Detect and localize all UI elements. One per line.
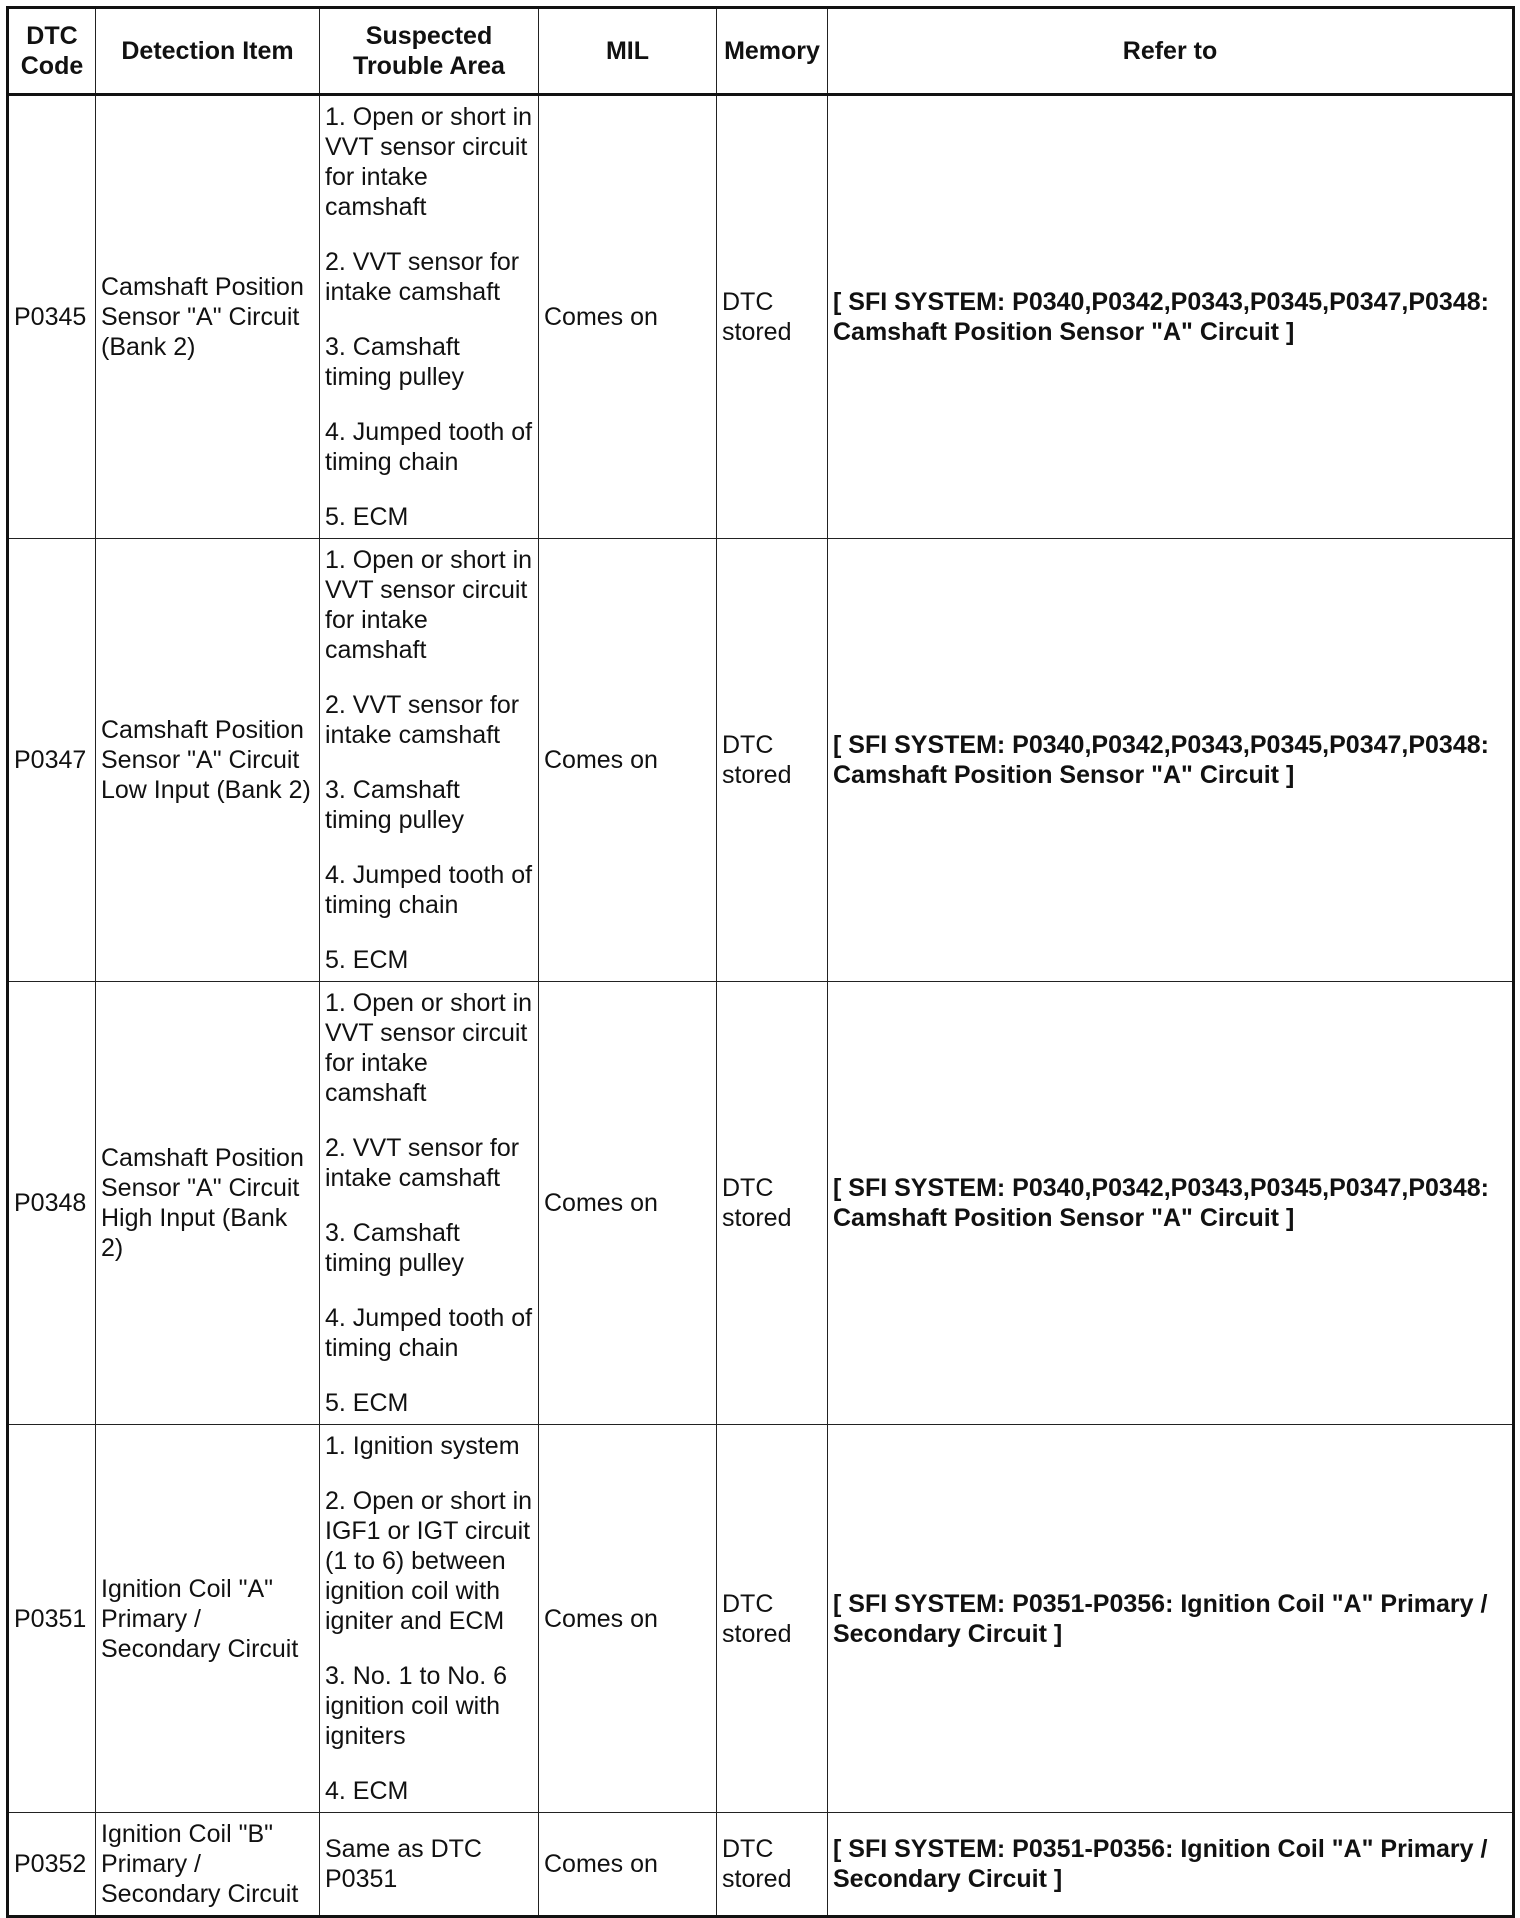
trouble-item: 4. ECM (325, 1777, 409, 1805)
table-row (8, 539, 1514, 982)
memory-cell: DTC stored (717, 982, 828, 1425)
trouble-item: 1. Open or short in VVT sensor circuit for intake camshaft (325, 989, 533, 1107)
memory-cell: DTC stored (717, 1425, 828, 1813)
trouble-list (325, 1431, 533, 1806)
mil-cell: Comes on (539, 95, 717, 539)
trouble-item: 3. Camshaft timing pulley (325, 1219, 464, 1277)
header-dtc-code: DTC Code (8, 8, 96, 95)
detection-item-cell: Camshaft Position Sensor "A" Circuit Low Input (Bank 2) (96, 539, 320, 982)
trouble-item: 3. No. 1 to No. 6 ignition coil with igniters (325, 1662, 508, 1750)
trouble-area-cell (320, 95, 539, 539)
mil-cell: Comes on (539, 982, 717, 1425)
trouble-list (325, 102, 533, 532)
trouble-list (325, 1834, 533, 1894)
header-detection-item: Detection Item (96, 8, 320, 95)
trouble-item: 3. Camshaft timing pulley (325, 776, 464, 834)
trouble-item: Same as DTC P0351 (325, 1835, 482, 1893)
trouble-item: 4. Jumped tooth of timing chain (325, 861, 533, 919)
header-mil: MIL (539, 8, 717, 95)
table-row (8, 982, 1514, 1425)
mil-cell: Comes on (539, 539, 717, 982)
table-row (8, 95, 1514, 539)
trouble-item: 4. Jumped tooth of timing chain (325, 1304, 533, 1362)
header-refer-to: Refer to (828, 8, 1514, 95)
trouble-item: 5. ECM (325, 503, 409, 531)
refer-to-link[interactable]: [ SFI SYSTEM: P0351-P0356: Ignition Coil "A" Primary / Secondary Circuit ] (828, 1425, 1514, 1813)
refer-to-link[interactable]: [ SFI SYSTEM: P0340,P0342,P0343,P0345,P0347,P0348: Camshaft Position Sensor "A" Circuit ] (828, 982, 1514, 1425)
detection-item-cell: Camshaft Position Sensor "A" Circuit High Input (Bank 2) (96, 982, 320, 1425)
header-suspected-trouble-area: Suspected Trouble Area (320, 8, 539, 95)
detection-item-cell: Camshaft Position Sensor "A" Circuit (Bank 2) (96, 95, 320, 539)
trouble-item: 1. Ignition system (325, 1432, 520, 1460)
memory-cell: DTC stored (717, 1813, 828, 1917)
trouble-item: 3. Camshaft timing pulley (325, 333, 464, 391)
trouble-item: 2. Open or short in IGF1 or IGT circuit (1 to 6) between ignition coil with igniter and ECM (325, 1487, 533, 1635)
header-memory: Memory (717, 8, 828, 95)
dtc-code-cell: P0352 (8, 1813, 96, 1917)
mil-cell: Comes on (539, 1425, 717, 1813)
refer-to-link[interactable]: [ SFI SYSTEM: P0351-P0356: Ignition Coil "A" Primary / Secondary Circuit ] (828, 1813, 1514, 1917)
detection-item-cell: Ignition Coil "A" Primary / Secondary Circuit (96, 1425, 320, 1813)
trouble-item: 2. VVT sensor for intake camshaft (325, 248, 520, 306)
trouble-item: 1. Open or short in VVT sensor circuit for intake camshaft (325, 103, 533, 221)
dtc-code-cell: P0351 (8, 1425, 96, 1813)
memory-cell: DTC stored (717, 95, 828, 539)
dtc-code-cell: P0345 (8, 95, 96, 539)
trouble-item: 2. VVT sensor for intake camshaft (325, 1134, 520, 1192)
memory-cell: DTC stored (717, 539, 828, 982)
table-row (8, 1425, 1514, 1813)
header-row (8, 8, 1514, 95)
trouble-item: 5. ECM (325, 946, 409, 974)
trouble-item: 5. ECM (325, 1389, 409, 1417)
dtc-table (6, 6, 1515, 1918)
trouble-area-cell (320, 1813, 539, 1917)
trouble-item: 2. VVT sensor for intake camshaft (325, 691, 520, 749)
mil-cell: Comes on (539, 1813, 717, 1917)
dtc-code-cell: P0347 (8, 539, 96, 982)
trouble-area-cell (320, 982, 539, 1425)
trouble-area-cell (320, 539, 539, 982)
refer-to-link[interactable]: [ SFI SYSTEM: P0340,P0342,P0343,P0345,P0347,P0348: Camshaft Position Sensor "A" Circuit ] (828, 95, 1514, 539)
detection-item-cell: Ignition Coil "B" Primary / Secondary Circuit (96, 1813, 320, 1917)
refer-to-link[interactable]: [ SFI SYSTEM: P0340,P0342,P0343,P0345,P0347,P0348: Camshaft Position Sensor "A" Circuit ] (828, 539, 1514, 982)
dtc-code-cell: P0348 (8, 982, 96, 1425)
trouble-item: 1. Open or short in VVT sensor circuit for intake camshaft (325, 546, 533, 664)
trouble-area-cell (320, 1425, 539, 1813)
trouble-list (325, 545, 533, 975)
trouble-item: 4. Jumped tooth of timing chain (325, 418, 533, 476)
table-row (8, 1813, 1514, 1917)
trouble-list (325, 988, 533, 1418)
